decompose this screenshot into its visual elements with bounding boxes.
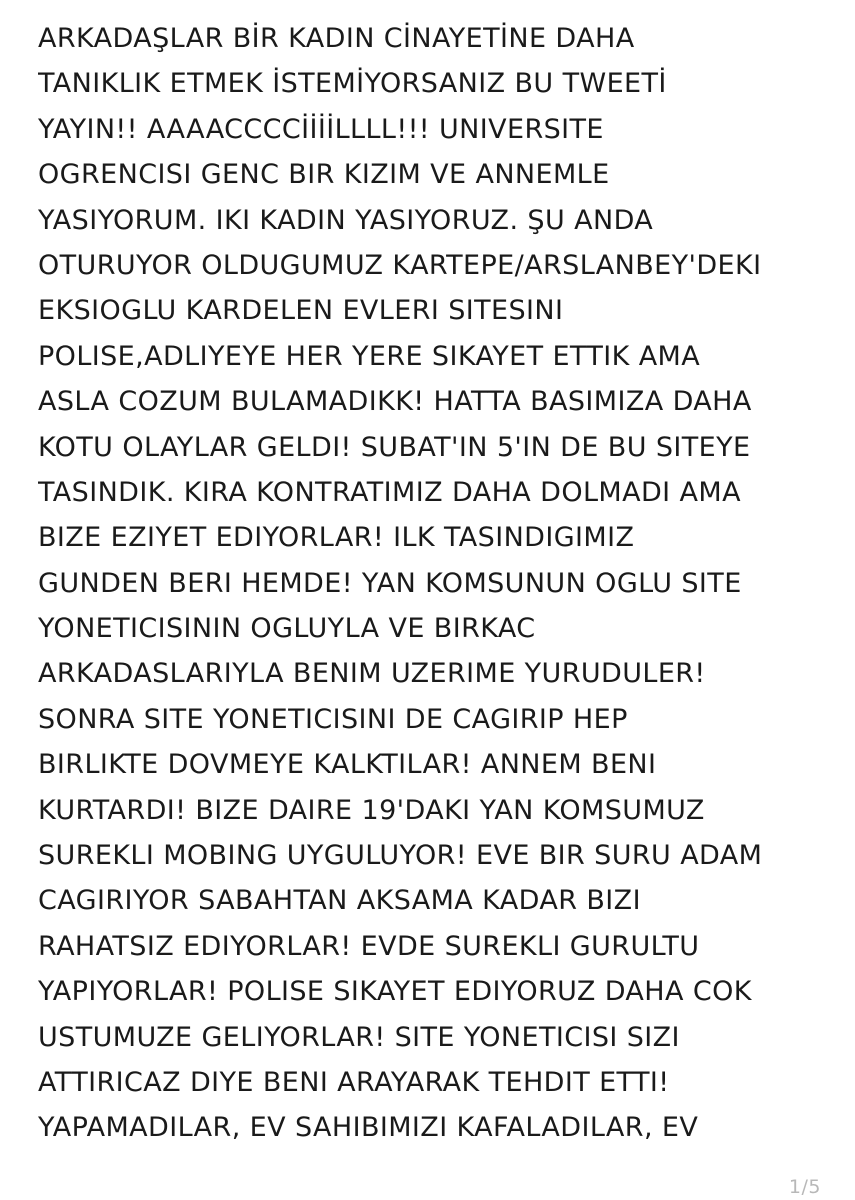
note-line-21: RAHATSIZ EDIYORLAR! EVDE SUREKLI GURULTU bbox=[38, 930, 700, 962]
note-line-6: OTURUYOR OLDUGUMUZ KARTEPE/ARSLANBEY'DEKI bbox=[38, 249, 762, 281]
note-line-19: SUREKLI MOBING UYGULUYOR! EVE BIR SURU ADAM bbox=[38, 840, 763, 872]
note-line-9: ASLA COZUM BULAMADIKK! HATTA BASIMIZA DAHA bbox=[38, 386, 752, 418]
note-line-25: YAPAMADILAR, EV SAHIBIMIZI KAFALADILAR, EV bbox=[38, 1112, 699, 1144]
note-line-15: ARKADASLARIYLA BENIM UZERIME YURUDULER! bbox=[38, 658, 706, 690]
note-line-16: SONRA SITE YONETICISINI DE CAGIRIP HEP bbox=[38, 703, 628, 735]
note-line-14: YONETICISININ OGLUYLA VE BIRKAC bbox=[38, 613, 536, 645]
note-line-12: BIZE EZIYET EDIYORLAR! ILK TASINDIGIMIZ bbox=[38, 522, 635, 554]
note-line-7: EKSIOGLU KARDELEN EVLERI SITESINI bbox=[38, 295, 564, 327]
note-line-5: YASIYORUM. IKI KADIN YASIYORUZ. ŞU ANDA bbox=[38, 204, 654, 236]
note-line-8: POLISE,ADLIYEYE HER YERE SIKAYET ETTIK AMA bbox=[38, 340, 701, 372]
note-line-1: ARKADAŞLAR BİR KADIN CİNAYETİNE DAHA bbox=[38, 23, 635, 54]
note-line-13: GUNDEN BERI HEMDE! YAN KOMSUNUN OGLU SITE bbox=[38, 567, 742, 599]
note-text-block bbox=[38, 16, 828, 1151]
note-line-4: OGRENCISI GENC BIR KIZIM VE ANNEMLE bbox=[38, 159, 610, 191]
note-line-22: YAPIYORLAR! POLISE SIKAYET EDIYORUZ DAHA COK bbox=[38, 976, 752, 1008]
note-line-10: KOTU OLAYLAR GELDI! SUBAT'IN 5'IN DE BU SITEYE bbox=[38, 431, 751, 463]
note-line-18: KURTARDI! BIZE DAIRE 19'DAKI YAN KOMSUMUZ bbox=[38, 794, 705, 826]
note-line-17: BIRLIKTE DOVMEYE KALKTILAR! ANNEM BENI bbox=[38, 749, 657, 781]
note-line-3: YAYIN!! AAAACCCCİİİİLLLL!!! UNIVERSITE bbox=[38, 113, 604, 145]
note-line-20: CAGIRIYOR SABAHTAN AKSAMA KADAR BIZI bbox=[38, 885, 641, 917]
note-line-24: ATTIRICAZ DIYE BENI ARAYARAK TEHDIT ETTI! bbox=[38, 1066, 670, 1098]
note-line-23: USTUMUZE GELIYORLAR! SITE YONETICISI SIZI bbox=[38, 1021, 680, 1053]
page-indicator: 1/5 bbox=[788, 1176, 821, 1198]
note-line-11: TASINDIK. KIRA KONTRATIMIZ DAHA DOLMADI AMA bbox=[38, 476, 741, 508]
note-line-2: TANIKLIK ETMEK İSTEMİYORSANIZ BU TWEETİ bbox=[38, 68, 667, 100]
